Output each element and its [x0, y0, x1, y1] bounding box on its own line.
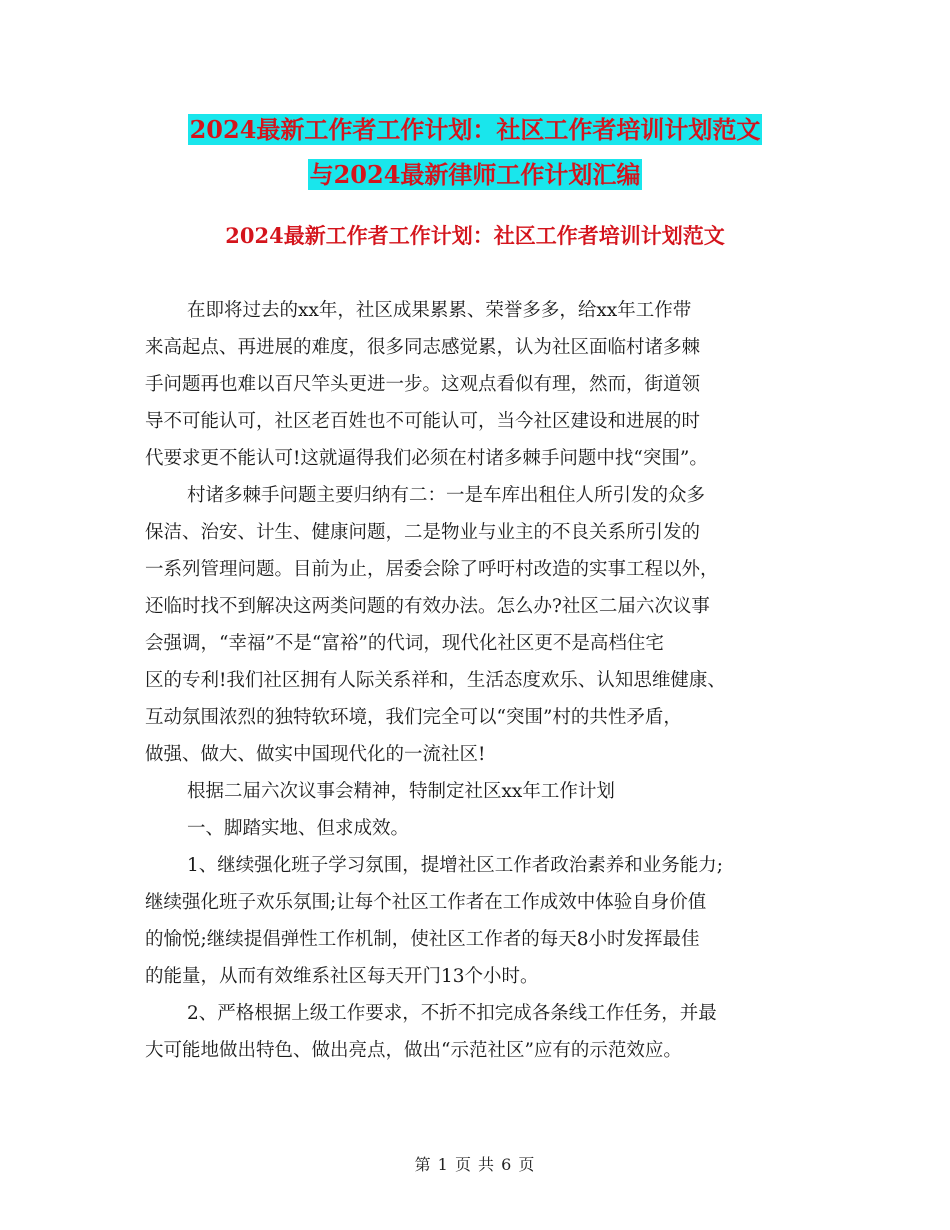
paragraph-line: 区的专利!我们社区拥有人际关系祥和，生活态度欢乐、认知思维健康、: [145, 670, 726, 691]
paragraph-line: 在即将过去的xx年，社区成果累累、荣誉多多，给xx年工作带: [187, 300, 692, 321]
paragraph-line: 1、继续强化班子学习氛围，提增社区工作者政治素养和业务能力;: [187, 855, 724, 876]
paragraph-line: 还临时找不到解决这两类问题的有效办法。怎么办?社区二届六次议事: [145, 596, 710, 617]
paragraph-line: 来高起点、再进展的难度，很多同志感觉累，认为社区面临村诸多棘: [145, 337, 701, 358]
paragraph-line: 的愉悦;继续提倡弹性工作机制，使社区工作者的每天8小时发挥最佳: [145, 929, 700, 950]
section-heading: 一、脚踏实地、但求成效。: [187, 818, 410, 839]
paragraph-line: 继续强化班子欢乐氛围;让每个社区工作者在工作成效中体验自身价值: [145, 892, 707, 913]
paragraph-line: 大可能地做出特色、做出亮点，做出“示范社区”应有的示范效应。: [145, 1040, 682, 1061]
title-highlight-2: 与2024最新律师工作计划汇编: [309, 160, 641, 189]
paragraph-line: 一系列管理问题。目前为止，居委会除了呼吁村改造的实事工程以外，: [145, 559, 719, 580]
paragraph-line: 手问题再也难以百尺竿头更进一步。这观点看似有理，然而，街道领: [145, 374, 701, 395]
document-title-line-2: [0, 157, 950, 193]
paragraph-line: 的能量，从而有效维系社区每天开门13个小时。: [145, 966, 539, 987]
paragraph-line: 做强、做大、做实中国现代化的一流社区!: [145, 744, 486, 765]
body-text: [145, 292, 815, 1069]
page-footer: 第 1 页 共 6 页: [414, 1155, 536, 1174]
paragraph-line: 根据二届六次议事会精神，特制定社区xx年工作计划: [187, 781, 615, 802]
document-title-line-1: [0, 112, 950, 148]
paragraph-line: 代要求更不能认可!这就逼得我们必须在村诸多棘手问题中找“突围”。: [145, 448, 708, 469]
section-title: 2024最新工作者工作计划：社区工作者培训计划范文: [225, 223, 725, 248]
paragraph-line: 2、严格根据上级工作要求，不折不扣完成各条线工作任务，并最: [187, 1003, 717, 1024]
title-highlight-1: 2024最新工作者工作计划：社区工作者培训计划范文: [189, 115, 761, 144]
paragraph-line: 会强调，“幸福”不是“富裕”的代词，现代化社区更不是高档住宅: [145, 633, 664, 654]
paragraph-line: 村诸多棘手问题主要归纳有二：一是车库出租住人所引发的众多: [187, 485, 706, 506]
paragraph-line: 保洁、治安、计生、健康问题，二是物业与业主的不良关系所引发的: [145, 522, 701, 543]
paragraph-line: 互动氛围浓烈的独特软环境，我们完全可以“突围”村的共性矛盾，: [145, 707, 682, 728]
paragraph-line: 导不可能认可，社区老百姓也不可能认可，当今社区建设和进展的时: [145, 411, 701, 432]
